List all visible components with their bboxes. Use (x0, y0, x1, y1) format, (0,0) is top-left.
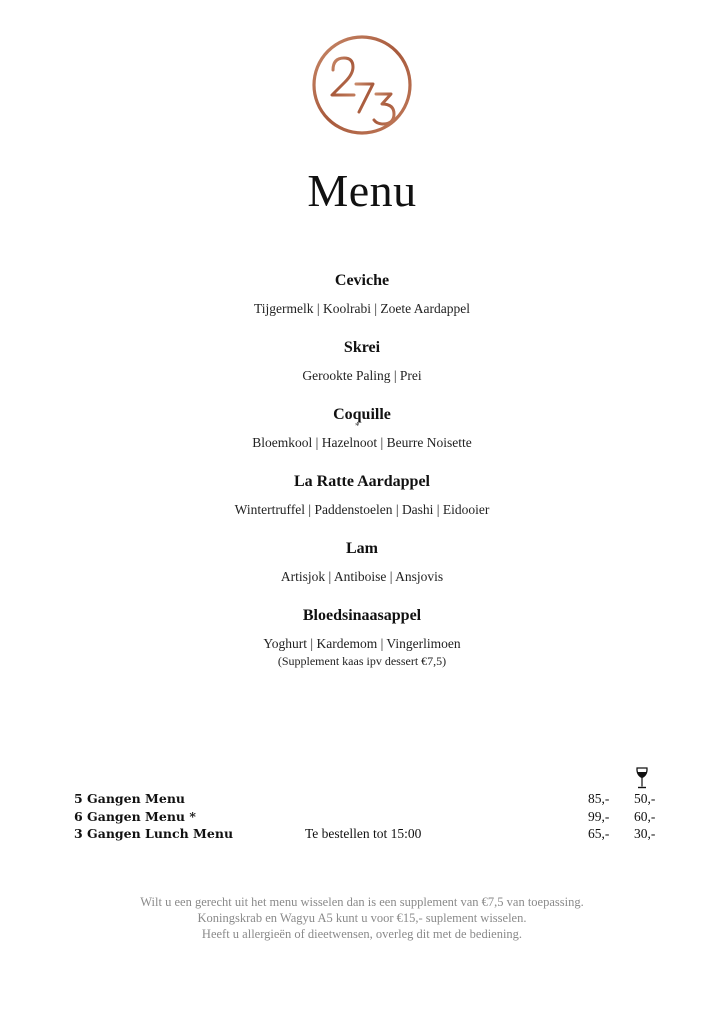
course-description: Gerookte Paling | Prei (302, 368, 422, 383)
restaurant-logo (311, 34, 413, 136)
course-item (0, 603, 724, 670)
course-item (0, 536, 724, 603)
menu-price: 65,- (588, 826, 610, 841)
menu-note: Te bestellen tot 15:00 (305, 826, 422, 841)
wine-price: 30,- (634, 826, 656, 841)
course-item (0, 268, 724, 335)
course-star-mark: * (355, 421, 360, 431)
price-row (0, 790, 724, 808)
footer-line: Wilt u een gerecht uit het menu wisselen dan is een supplement van €7,5 van toepassing. (140, 895, 584, 909)
menu-name: 5 Gangen Menu (74, 791, 186, 806)
course-note: (Supplement kaas ipv dessert €7,5) (277, 654, 447, 668)
course-description: Bloemkool | Hazelnoot | Beurre Noisette (252, 435, 472, 450)
footer-notes (0, 894, 724, 942)
menu-price: 85,- (588, 791, 610, 806)
course-item (0, 335, 724, 402)
course-name: La Ratte Aardappel (294, 473, 430, 490)
footer-line: Heeft u allergieën of dieetwensen, overleg dit met de bediening. (201, 927, 523, 941)
wine-price: 50,- (634, 791, 656, 806)
course-name: Skrei (343, 339, 381, 356)
menu-name: 3 Gangen Lunch Menu (74, 826, 234, 841)
course-item (0, 469, 724, 536)
footer-line: Koningskrab en Wagyu A5 kunt u voor €15,- suplement wisselen. (197, 911, 527, 925)
menu-name: 6 Gangen Menu * (74, 808, 196, 824)
course-description: Wintertruffel | Paddenstoelen | Dashi | Eidooier (234, 502, 490, 517)
course-item (0, 402, 724, 469)
course-description: Tijgermelk | Koolrabi | Zoete Aardappel (254, 301, 470, 316)
course-name: Bloedsinaasappel (302, 607, 422, 624)
price-table (0, 790, 724, 843)
course-name: Lam (346, 540, 378, 557)
price-row (0, 808, 724, 826)
course-name: Ceviche (334, 272, 390, 289)
course-description: Artisjok | Antiboise | Ansjovis (280, 569, 444, 584)
menu-price: 99,- (588, 808, 610, 824)
course-name: Coquille (333, 406, 391, 423)
price-row (0, 825, 724, 843)
page-title: Menu (307, 165, 417, 216)
wine-price: 60,- (634, 808, 656, 824)
course-description: Yoghurt | Kardemom | Vingerlimoen (263, 636, 461, 651)
logo-text: 273 (311, 34, 313, 35)
course-list (0, 268, 724, 670)
wine-glass-icon (635, 767, 649, 789)
